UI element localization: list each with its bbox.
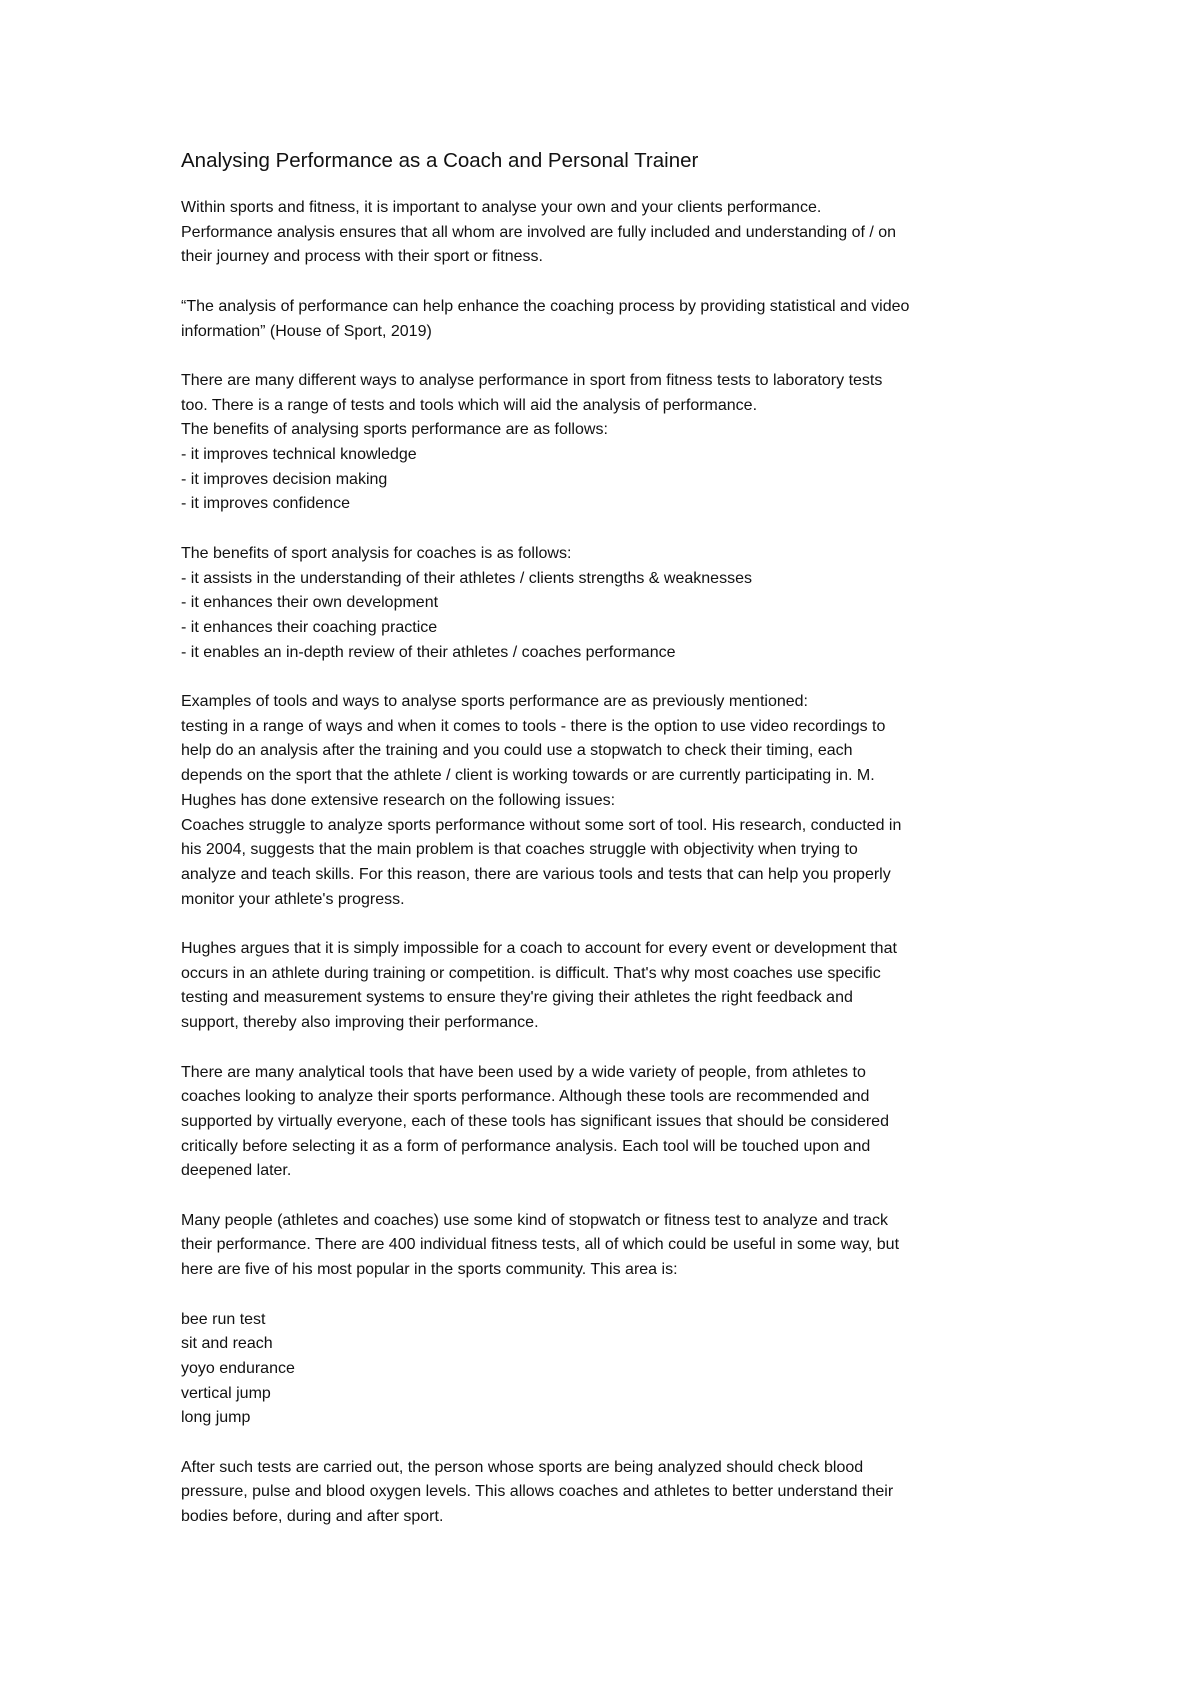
paragraph — [181, 1308, 1041, 1432]
text-line: - it improves technical knowledge — [181, 446, 417, 463]
text-line: bee run test — [181, 1310, 266, 1328]
paragraph — [181, 295, 1041, 344]
text-line: - it enhances their coaching practice — [181, 618, 438, 636]
text-line: sit and reach — [181, 1335, 273, 1353]
document-content — [181, 147, 1041, 1555]
text-line: bodies before, during and after sport. — [181, 1508, 444, 1526]
paragraph — [181, 542, 1041, 666]
text-line: information” (House of Sport, 2019) — [181, 322, 432, 340]
text-line: supported by virtually everyone, each of these tools has significant issues that should be considered — [181, 1112, 889, 1130]
paragraph — [181, 369, 1041, 517]
text-line: here are five of his most popular in the sports community. This area is: — [181, 1261, 678, 1279]
text-line: vertical jump — [181, 1384, 271, 1402]
paragraph — [181, 937, 1041, 1036]
text-line: - it assists in the understanding of their athletes / clients strengths & weaknesses — [181, 569, 752, 587]
text-line: There are many different ways to analyse performance in sport from fitness tests to laboratory tests — [181, 371, 883, 389]
paragraph — [181, 1061, 1041, 1185]
text-line: analyze and teach skills. For this reason, there are various tools and tests that can help you properly — [181, 865, 891, 883]
text-line: After such tests are carried out, the person whose sports are being analyzed should check blood — [181, 1458, 864, 1476]
text-line: coaches looking to analyze their sports performance. Although these tools are recommended and — [181, 1088, 870, 1106]
text-line: occurs in an athlete during training or competition. is difficult. That's why most coaches use specific — [181, 964, 881, 982]
text-line: their journey and process with their sport or fitness. — [181, 248, 543, 266]
text-line: monitor your athlete's progress. — [181, 890, 405, 908]
paragraph — [181, 196, 1041, 270]
text-line: critically before selecting it as a form of performance analysis. Each tool will be touched upon and — [181, 1137, 871, 1155]
text-line: Within sports and fitness, it is important to analyse your own and your clients performance. — [181, 199, 822, 216]
text-line: pressure, pulse and blood oxygen levels. This allows coaches and athletes to better understand their — [181, 1483, 894, 1501]
text-line: Performance analysis ensures that all whom are involved are fully included and understanding of / on — [181, 223, 897, 241]
text-line: too. There is a range of tests and tools which will aid the analysis of performance. — [181, 396, 758, 414]
text-line: The benefits of analysing sports performance are as follows: — [181, 421, 608, 439]
paragraph — [181, 690, 1041, 912]
text-line: depends on the sport that the athlete / client is working towards or are currently participating in. M. — [181, 767, 875, 785]
paragraph — [181, 1456, 1041, 1530]
text-line: “The analysis of performance can help enhance the coaching process by providing statistical and video — [181, 297, 910, 315]
text-line: their performance. There are 400 individual fitness tests, all of which could be useful in some way, but — [181, 1236, 900, 1254]
text-line: - it enhances their own development — [181, 594, 439, 612]
text-line: support, thereby also improving their performance. — [181, 1014, 539, 1032]
text-line: The benefits of sport analysis for coaches is as follows: — [181, 544, 572, 562]
paragraph — [181, 1209, 1041, 1283]
text-line: - it improves confidence — [181, 495, 350, 513]
text-line: long jump — [181, 1409, 251, 1427]
text-line: help do an analysis after the training and you could use a stopwatch to check their timing, each — [181, 742, 853, 760]
text-line: Coaches struggle to analyze sports performance without some sort of tool. His research, conducted in — [181, 816, 902, 834]
text-line: - it improves decision making — [181, 470, 388, 488]
paragraph-container — [181, 196, 1041, 1530]
text-line: deepened later. — [181, 1162, 292, 1180]
text-line: Many people (athletes and coaches) use some kind of stopwatch or fitness test to analyze and track — [181, 1211, 889, 1229]
text-line: Hughes has done extensive research on the following issues: — [181, 791, 616, 809]
text-line: testing in a range of ways and when it comes to tools - there is the option to use video recordings to — [181, 717, 886, 735]
text-line: his 2004, suggests that the main problem is that coaches struggle with objectivity when trying to — [181, 841, 858, 859]
text-line: testing and measurement systems to ensure they're giving their athletes the right feedback and — [181, 989, 853, 1007]
text-line: Hughes argues that it is simply impossible for a coach to account for every event or development that — [181, 940, 897, 958]
document-title: Analysing Performance as a Coach and Personal Trainer — [181, 149, 699, 172]
text-line: There are many analytical tools that have been used by a wide variety of people, from athletes to — [181, 1063, 866, 1081]
text-line: Examples of tools and ways to analyse sports performance are as previously mentioned: — [181, 693, 808, 710]
text-line: - it enables an in-depth review of their athletes / coaches performance — [181, 643, 676, 661]
text-line: yoyo endurance — [181, 1359, 295, 1377]
